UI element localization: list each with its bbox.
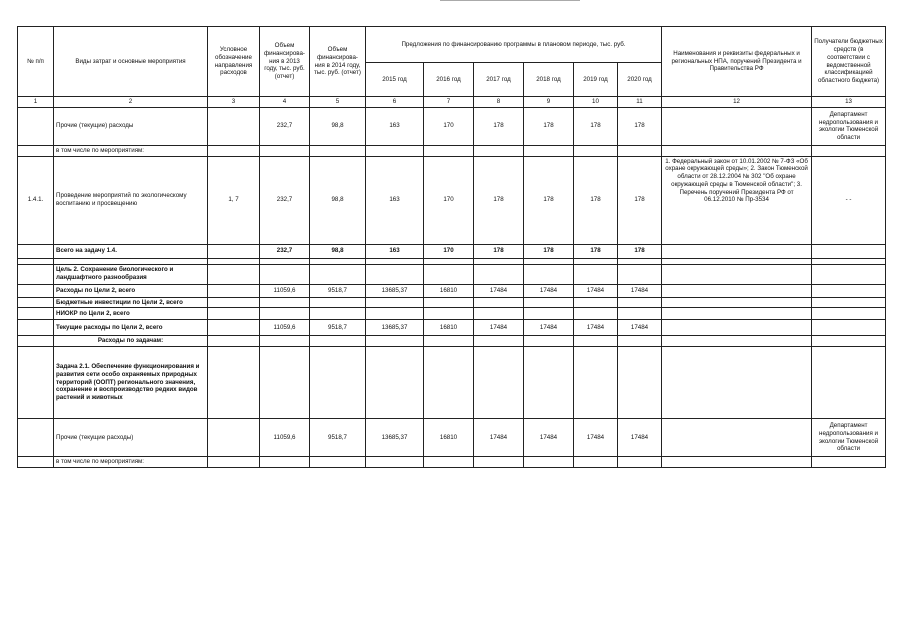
value-year: 17484 bbox=[474, 419, 524, 457]
header-year: 2020 год bbox=[618, 63, 662, 97]
header-year: 2015 год bbox=[366, 63, 424, 97]
row-name: Расходы по Цели 2, всего bbox=[54, 284, 208, 297]
value-year: 163 bbox=[366, 156, 424, 244]
value-year: 17484 bbox=[524, 419, 574, 457]
value-2014: 9518,7 bbox=[310, 320, 366, 336]
col-number: 9 bbox=[524, 97, 574, 108]
value-2014: 9518,7 bbox=[310, 284, 366, 297]
col-number: 8 bbox=[474, 97, 524, 108]
header-npa: Наименования и реквизиты федеральных и региональных НПА, поручений Президента и Правительства РФ bbox=[662, 27, 812, 97]
value-year: 170 bbox=[424, 244, 474, 258]
col-number: 3 bbox=[208, 97, 260, 108]
table-row bbox=[18, 284, 886, 297]
row-name: Задача 2.1. Обеспечение функционирования и развития сети особо охраняемых природных территорий (ООПТ) регионального значения, сохранение и воспроизводство редких видов растений и животных bbox=[54, 347, 208, 419]
value-year: 17484 bbox=[474, 320, 524, 336]
recipient: Департамент недропользования и экологии Тюменской области bbox=[812, 419, 886, 457]
row-name: Прочие (текущие расходы) bbox=[54, 419, 208, 457]
value-year: 170 bbox=[424, 107, 474, 145]
header-year: 2019 год bbox=[574, 63, 618, 97]
value-year: 178 bbox=[574, 107, 618, 145]
value-2014: 98,8 bbox=[310, 107, 366, 145]
value-2013: 232,7 bbox=[260, 107, 310, 145]
row-name: Прочие (текущие) расходы bbox=[54, 107, 208, 145]
table-row bbox=[18, 244, 886, 258]
row-name: в том числе по мероприятиям: bbox=[54, 457, 208, 468]
header-2014: Объем финансирова-ния в 2014 году, тыс. руб. (отчет) bbox=[310, 27, 366, 97]
col-number: 7 bbox=[424, 97, 474, 108]
table-row bbox=[18, 320, 886, 336]
value-year: 13685,37 bbox=[366, 419, 424, 457]
value-year: 178 bbox=[618, 244, 662, 258]
row-name: Проведение мероприятий по экологическому воспитанию и просвещению bbox=[54, 156, 208, 244]
value-year: 17484 bbox=[618, 419, 662, 457]
table-row bbox=[18, 347, 886, 419]
direction-code: 1, 7 bbox=[208, 156, 260, 244]
value-year: 17484 bbox=[474, 284, 524, 297]
header-year: 2018 год bbox=[524, 63, 574, 97]
value-year: 178 bbox=[574, 156, 618, 244]
row-name: Цель 2. Сохранение биологического и ландшафтного разнообразия bbox=[54, 264, 208, 284]
value-year: 178 bbox=[524, 107, 574, 145]
recipient: Департамент недропользования и экологии Тюменской области bbox=[812, 107, 886, 145]
value-year: 17484 bbox=[524, 320, 574, 336]
table-row bbox=[18, 156, 886, 244]
table-row bbox=[18, 145, 886, 156]
value-year: 17484 bbox=[618, 284, 662, 297]
header-types: Виды затрат и основные мероприятия bbox=[54, 27, 208, 97]
col-number: 12 bbox=[662, 97, 812, 108]
row-name: Текущие расходы по Цели 2, всего bbox=[54, 320, 208, 336]
value-year: 178 bbox=[474, 244, 524, 258]
financing-table bbox=[17, 26, 886, 468]
value-year: 13685,37 bbox=[366, 284, 424, 297]
row-name: Расходы по задачам: bbox=[54, 336, 208, 347]
header-no: № п/п bbox=[18, 27, 54, 97]
col-number: 1 bbox=[18, 97, 54, 108]
col-number: 4 bbox=[260, 97, 310, 108]
value-year: 163 bbox=[366, 107, 424, 145]
value-2013: 11059,6 bbox=[260, 419, 310, 457]
table-row bbox=[18, 308, 886, 320]
table-row bbox=[18, 107, 886, 145]
col-number: 13 bbox=[812, 97, 886, 108]
value-year: 178 bbox=[524, 156, 574, 244]
header-recipients: Получатели бюджетных средств (в соответствии с ведомственной классификацией областного бюджета) bbox=[812, 27, 886, 97]
value-2014: 98,8 bbox=[310, 156, 366, 244]
value-year: 13685,37 bbox=[366, 320, 424, 336]
value-year: 178 bbox=[524, 244, 574, 258]
value-year: 16810 bbox=[424, 284, 474, 297]
top-scan-rule bbox=[440, 0, 580, 3]
table-row bbox=[18, 297, 886, 308]
table-row bbox=[18, 336, 886, 347]
col-number: 10 bbox=[574, 97, 618, 108]
value-year: 170 bbox=[424, 156, 474, 244]
value-year: 16810 bbox=[424, 419, 474, 457]
value-year: 178 bbox=[474, 156, 524, 244]
value-2013: 232,7 bbox=[260, 244, 310, 258]
npa-references: 1. Федеральный закон от 10.01.2002 № 7-ФЗ «Об охране окружающей среды»; 2. Закон Тюменской области от 28.12.2004 № 302 "Об охране окружающей среды в Тюменской области"; 3. Перечень поручений Президента РФ от 06.12.2010 № Пр-3534 bbox=[662, 156, 812, 244]
value-2014: 98,8 bbox=[310, 244, 366, 258]
header-proposals: Предложения по финансированию программы в плановом периоде, тыс. руб. bbox=[366, 27, 662, 63]
col-number: 11 bbox=[618, 97, 662, 108]
table-row bbox=[18, 419, 886, 457]
value-year: 17484 bbox=[574, 320, 618, 336]
value-2014: 9518,7 bbox=[310, 419, 366, 457]
value-year: 178 bbox=[618, 107, 662, 145]
row-name: Всего на задачу 1.4. bbox=[54, 244, 208, 258]
row-name: НИОКР по Цели 2, всего bbox=[54, 308, 208, 320]
value-year: 17484 bbox=[574, 284, 618, 297]
value-year: 178 bbox=[618, 156, 662, 244]
value-2013: 11059,6 bbox=[260, 320, 310, 336]
header-year: 2017 год bbox=[474, 63, 524, 97]
row-name: Бюджетные инвестиции по Цели 2, всего bbox=[54, 297, 208, 308]
value-year: 178 bbox=[474, 107, 524, 145]
header-2013: Объем финансирова-ния в 2013 году, тыс. руб. (отчет) bbox=[260, 27, 310, 97]
col-number: 6 bbox=[366, 97, 424, 108]
col-number: 2 bbox=[54, 97, 208, 108]
header-code: Условное обозначение направления расходов bbox=[208, 27, 260, 97]
table-row bbox=[18, 457, 886, 468]
value-year: 163 bbox=[366, 244, 424, 258]
value-2013: 232,7 bbox=[260, 156, 310, 244]
value-year: 178 bbox=[574, 244, 618, 258]
value-year: 17484 bbox=[574, 419, 618, 457]
value-year: 17484 bbox=[618, 320, 662, 336]
row-name: в том числе по мероприятиям: bbox=[54, 145, 208, 156]
header-year: 2016 год bbox=[424, 63, 474, 97]
recipient: - - bbox=[812, 156, 886, 244]
col-number: 5 bbox=[310, 97, 366, 108]
value-2013: 11059,6 bbox=[260, 284, 310, 297]
value-year: 17484 bbox=[524, 284, 574, 297]
row-number: 1.4.1. bbox=[18, 156, 54, 244]
table-row bbox=[18, 264, 886, 284]
value-year: 16810 bbox=[424, 320, 474, 336]
